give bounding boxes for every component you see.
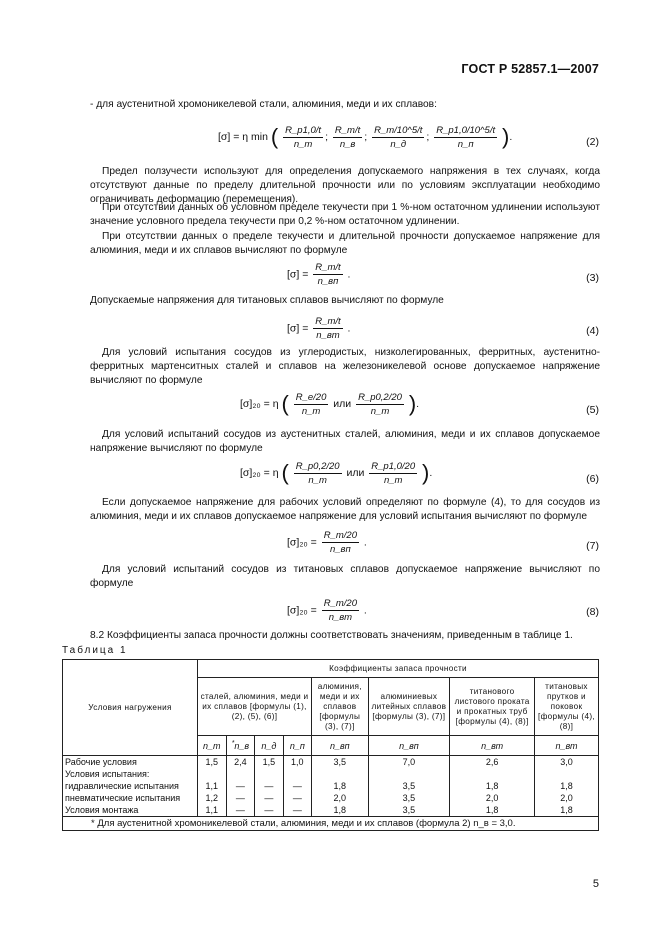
group-al-cast: алюминиевых литейных сплавов [формулы (3), (7)]	[368, 678, 450, 736]
group-ti-sheet: титанового листового проката и прокатных труб [формулы (4), (8)]	[450, 678, 535, 736]
eq8-lhs: [σ]₂₀ =	[287, 604, 317, 617]
eq7-num: R_m/20	[323, 530, 357, 541]
eq4-num: R_m/t	[315, 316, 341, 327]
cell: 1,8	[312, 780, 369, 792]
eq5-den1: n_т	[301, 405, 321, 417]
eq5-number: (5)	[586, 404, 599, 416]
row-label: Условия испытания:	[63, 768, 198, 780]
cell: 3,5	[368, 780, 450, 792]
table-footnote: * Для аустенитной хромоникелевой стали, алюминия, меди и их сплавов (формула 2) n_в = 3,0.	[63, 817, 599, 831]
cell: —	[283, 792, 311, 804]
eq5-num1: R_e/20	[295, 391, 327, 403]
paragraph-test-austenitic: Для условий испытаний сосудов из аустенитных сталей, алюминия, меди и их сплавов допускаемое напряжение вычисляют по формуле	[90, 429, 600, 455]
cell: —	[226, 780, 255, 792]
cell: 3,5	[368, 804, 450, 817]
eq2-f1-den: n_т	[293, 138, 313, 150]
group-al-cu: алюминия, меди и их сплавов [формулы (3), (7)]	[312, 678, 369, 736]
footnote-star: *	[231, 740, 235, 747]
row-label: Условия монтажа	[63, 804, 198, 817]
eq4-lhs: [σ] =	[287, 322, 309, 335]
equation-2: [σ] = η min ( $\frac{R\_p1,0/t}{n\_т}$ ; $\frac{R\_m/t}{n\_в}$ ; $\frac{R\_m/10\^{}5/t}{n\_д}$ ; $\frac{R\_p1,0/10\^{}5/t}{n\_п}$ ).	[218, 124, 513, 150]
sub-n-vt-1: n_вт	[450, 736, 535, 756]
sub-n-vp-2: n_вп	[368, 736, 450, 756]
cell: —	[255, 804, 283, 817]
eq7-den: n_вп	[329, 544, 351, 555]
eq2-f1-num: R_p1,0/t	[285, 124, 322, 136]
paragraph-test-rule4: Если допускаемое напряжение для рабочих условий определяют по формуле (4), то для сосудов из алюминия, меди и их сплавов допускаемое напряжение для условий испытания вычисляют по формуле	[90, 497, 600, 523]
equation-5: [σ]₂₀ = η ( $\frac{R\_e/20}{n\_т}$ или $\frac{R\_p0,2/20}{n\_т}$ ).	[240, 391, 420, 417]
eq5-lhs: [σ]₂₀ = η	[240, 397, 279, 410]
cell: 7,0	[368, 756, 450, 769]
cell: 1,8	[450, 780, 535, 792]
safety-factors-table	[62, 659, 599, 831]
table-row	[63, 756, 599, 769]
cell: 1,8	[312, 804, 369, 817]
table-row	[63, 792, 599, 804]
eq3-num: R_m/t	[315, 262, 341, 273]
eq4-number: (4)	[586, 325, 599, 337]
sub-n-p: n_п	[283, 736, 311, 756]
eq3-lhs: [σ] =	[287, 268, 309, 281]
cell: 3,0	[534, 756, 598, 769]
document-code: ГОСТ Р 52857.1—2007	[461, 62, 599, 76]
paragraph-creep: Предел ползучести используют для определения допускаемого напряжения в тех случаях, когда отсутствуют данные по пределу длительной прочности или по условиям эксплуатации необходимо ограничивать деформацию (перемещения).	[90, 166, 600, 206]
cell: 1,2	[197, 792, 226, 804]
equation-4: [σ] = $\frac{R\_m/t}{n\_вт}$ .	[287, 316, 351, 341]
equation-3: [σ] = $\frac{R\_m/t}{n\_вп}$ .	[287, 262, 351, 287]
sub-n-d: n_д	[255, 736, 283, 756]
eq2-f2-num: R_m/t	[334, 124, 361, 136]
row-label: гидравлические испытания	[63, 780, 198, 792]
cell: 1,8	[534, 804, 598, 817]
table-row	[63, 780, 599, 792]
eq2-f3-num: R_m/10^5/t	[374, 124, 423, 136]
eq5-num2: R_p0,2/20	[358, 391, 402, 403]
sub-n-t: n_т	[197, 736, 226, 756]
eq8-den: n_вт	[328, 612, 353, 623]
cell: 3,5	[368, 792, 450, 804]
eq6-num2: R_p1,0/20	[371, 460, 416, 472]
table-row	[63, 768, 599, 780]
cell: 1,5	[255, 756, 283, 769]
equation-7: [σ]₂₀ = $\frac{R\_m/20}{n\_вп}$ .	[287, 530, 367, 555]
eq5-den2: n_т	[370, 405, 390, 417]
cell: 3,5	[312, 756, 369, 769]
equation-6: [σ]₂₀ = η ( $\frac{R\_p0,2/20}{n\_т}$ или $\frac{R\_p1,0/20}{n\_т}$ ).	[240, 460, 433, 486]
eq3-den: n_вп	[317, 276, 339, 287]
cell: 2,0	[450, 792, 535, 804]
sub-n-v-label: n_в	[234, 741, 250, 751]
sub-n-v	[226, 736, 255, 756]
eq6-number: (6)	[586, 473, 599, 485]
cell: 2,0	[312, 792, 369, 804]
cell: —	[255, 780, 283, 792]
paragraph-test-carbon: Для условий испытания сосудов из углеродистых, низколегированных, ферритных, аустенитно-ферритных мартенситных сталей и сплавов на железоникелевой основе допускаемое напряжение вычисляют по формуле	[90, 347, 600, 387]
sub-n-vp-1: n_вп	[312, 736, 369, 756]
eq2-number: (2)	[586, 136, 599, 148]
eq6-lhs: [σ]₂₀ = η	[240, 466, 279, 479]
cell: 1,8	[534, 780, 598, 792]
paragraph-absent-strength: При отсутствии данных о пределе текучести и длительной прочности допускаемое напряжение для алюминия, меди и их сплавов вычисляют по формуле	[90, 231, 600, 257]
row-label: Рабочие условия	[63, 756, 198, 769]
eq7-lhs: [σ]₂₀ =	[287, 536, 317, 549]
eq2-f3-den: n_д	[390, 138, 407, 150]
eq4-den: n_вт	[316, 330, 340, 341]
group-ti-bars: титановых прутков и поковок [формулы (4),(8)]	[534, 678, 598, 736]
cell: —	[283, 780, 311, 792]
cell: 1,5	[197, 756, 226, 769]
eq5-or: или	[333, 397, 352, 410]
cell: 1,8	[450, 804, 535, 817]
eq2-f4-den: n_п	[457, 138, 474, 150]
eq6-or: или	[346, 466, 365, 479]
paragraph-austenitic: - для аустенитной хромоникелевой стали, алюминия, меди и их сплавов:	[90, 99, 437, 110]
equation-8: [σ]₂₀ = $\frac{R\_m/20}{n\_вт}$ .	[287, 598, 367, 623]
table-title: Таблица 1	[62, 645, 128, 656]
cell: 1,1	[197, 780, 226, 792]
eq3-number: (3)	[586, 272, 599, 284]
sub-n-vt-2: n_вт	[534, 736, 598, 756]
eq8-num: R_m/20	[323, 598, 357, 609]
eq8-number: (8)	[586, 606, 599, 618]
eq2-f2-den: n_в	[339, 138, 356, 150]
cell: —	[226, 792, 255, 804]
page-number: 5	[592, 878, 599, 890]
eq6-den2: n_т	[383, 474, 403, 486]
table-row	[63, 804, 599, 817]
cell: 1,1	[197, 804, 226, 817]
cell: 2,0	[534, 792, 598, 804]
eq7-number: (7)	[586, 540, 599, 552]
eq6-den1: n_т	[308, 474, 327, 486]
paragraph-8-2: 8.2 Коэффициенты запаса прочности должны соответствовать значениям, приведенным в таблице 1.	[90, 630, 573, 641]
paragraph-test-titanium: Для условий испытаний сосудов из титановых сплавов допускаемое напряжение вычисляют по формуле	[90, 564, 600, 590]
group-steels: сталей, алюминия, меди и их сплавов [формулы (1), (2), (5), (6)]	[197, 678, 311, 736]
paragraph-absent-yield: При отсутствии данных об условном пределе текучести при 1 %-ном остаточном удлинении используют значение условного предела текучести при 0,2 %-ном остаточном удлинении.	[90, 202, 600, 228]
row-label: пневматические испытания	[63, 792, 198, 804]
paragraph-titanium: Допускаемые напряжения для титановых сплавов вычисляют по формуле	[90, 295, 444, 306]
eq2-f4-num: R_p1,0/10^5/t	[436, 124, 496, 136]
eq2-lhs: [σ] = η min	[218, 130, 268, 143]
cell: 2,6	[450, 756, 535, 769]
eq6-num1: R_p0,2/20	[295, 460, 340, 472]
cell: 1,0	[283, 756, 311, 769]
cell: —	[283, 804, 311, 817]
col-conditions: Условия нагружения	[63, 660, 198, 756]
cell: —	[255, 792, 283, 804]
cell: 2,4	[226, 756, 255, 769]
cell: —	[226, 804, 255, 817]
col-coefficients: Коэффициенты запаса прочности	[197, 660, 598, 678]
